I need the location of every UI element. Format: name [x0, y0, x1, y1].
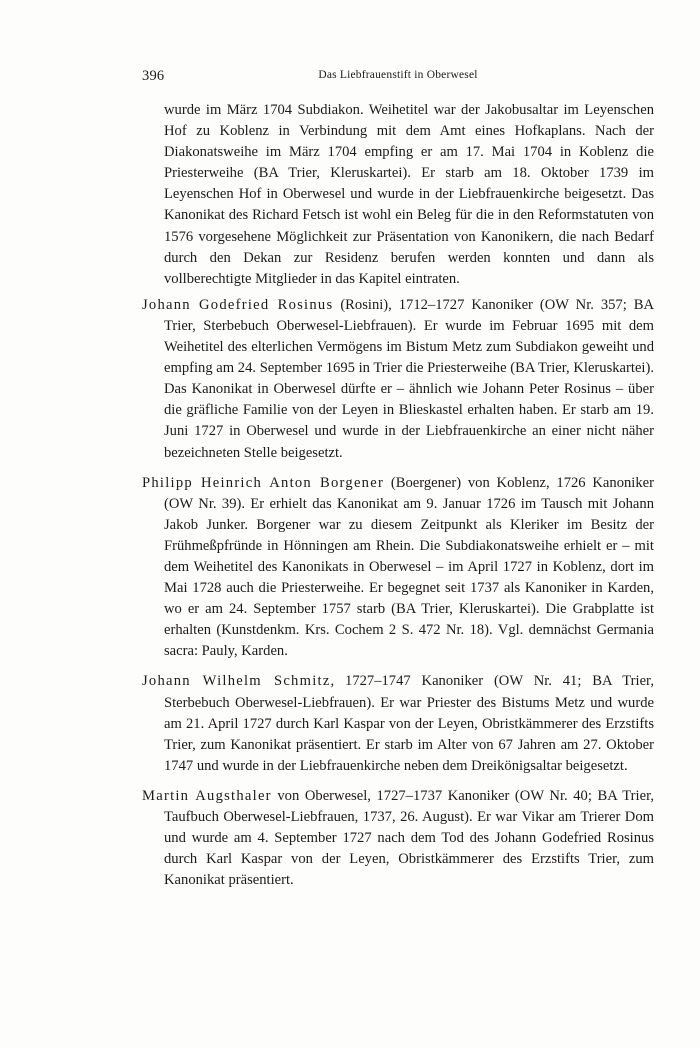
entry-name: Johann Godefried Rosinus	[142, 296, 334, 313]
entry-name: Philipp Heinrich Anton Borgener	[142, 474, 385, 491]
body-text	[142, 100, 654, 891]
entry-name: Johann Wilhelm Schmitz	[142, 673, 331, 690]
entry-text: (Rosini), 1712–1727 Kanoniker (OW Nr. 357; BA Trier, Sterbebuch Oberwesel-Liebfrauen). Er wurde im Februar 1695 mit dem Weihetitel des elterlichen Vermögens im Bistum Metz zum Subdiakon geweiht und empfing am 24. September 1695 in Trier die Priesterweihe (BA Trier, Kleruskartei). Das Kanonikat in Oberwesel dürfte er – ähnlich wie Johann Peter Rosinus – über die gräfliche Familie von der Leyen in Blieskastel erhalten haben. Er starb am 19. Juni 1727 in Oberwesel und wurde in der Liebfrauenkirche an einer nicht näher bezeichneten Stelle beigesetzt.	[164, 296, 654, 461]
continuation-paragraph: wurde im März 1704 Subdiakon. Weihetitel war der Jakobusaltar im Leyenschen Hof zu Koblenz in Verbindung mit dem Amt eines Hofkaplans. Nach der Diakonatsweihe im März 1704 empfing er am 17. Mai 1704 in Koblenz die Priesterweihe (BA Trier, Kleruskartei). Er starb am 18. Oktober 1739 im Leyenschen Hof in Oberwesel und wurde in der Liebfrauenkirche beigesetzt. Das Kanonikat des Richard Fetsch ist wohl ein Beleg für die in den Reformstatuten von 1576 vorgesehene Möglichkeit zur Präsentation von Kanonikern, die nach Bedarf durch den Dekan zur Residenz berufen werden konnten und dann als vollberechtigte Mitglieder in das Kapitel eintraten.	[164, 102, 654, 287]
entry-text: von Oberwesel, 1727–1737 Kanoniker (OW Nr. 40; BA Trier, Taufbuch Oberwesel-Liebfrauen, 1737, 26. August). Er war Vikar am Trierer Dom und wurde am 4. September 1727 nach dem Tod des Johann Godefried Rosinus durch Karl Kaspar von der Leyen, Obristkämmerer des Erzstifts Trier, zum Kanonikat präsentiert.	[164, 787, 654, 889]
entry-augsthaler	[142, 786, 654, 891]
entry-borgener	[142, 473, 654, 663]
running-title: Das Liebfrauenstift in Oberwesel	[318, 69, 478, 81]
entry-text: , 1727–1747 Kanoniker (OW Nr. 41; BA Trier, Sterbebuch Oberwesel-Liebfrauen). Er war Priester des Bistums Metz und wurde am 21. April 1727 durch Karl Kaspar von der Leyen, Obristkämmerer des Erzstifts Trier, zum Kanonikat präsentiert. Er starb im Alter von 67 Jahren am 27. Oktober 1747 und wurde in der Liebfrauenkirche neben dem Dreikönigsaltar beigesetzt.	[164, 673, 654, 774]
entry-text: (Boergener) von Koblenz, 1726 Kanoniker (OW Nr. 39). Er erhielt das Kanonikat am 9. Januar 1726 im Tausch mit Johann Jakob Junker. Borgener war zu diesem Zeitpunkt als Kleriker im Besitz der Frühmeßpfründe in Hönningen am Rhein. Die Subdiakonatsweihe erhielt er – mit dem Weihetitel des Kanonikats in Oberwesel – im April 1727 in Koblenz, dort im Mai 1728 auch die Priesterweihe. Er begegnet seit 1737 als Kanoniker in Karden, wo er am 24. September 1757 starb (BA Trier, Kleruskartei). Die Grabplatte ist erhalten (Kunstdenkm. Krs. Cochem 2 S. 472 Nr. 18). Vgl. demnächst Germania sacra: Pauly, Karden.	[164, 474, 654, 660]
entry-schmitz	[142, 671, 654, 776]
entry-rosinus	[142, 295, 654, 464]
entry-name: Martin Augsthaler	[142, 787, 272, 804]
running-head	[142, 68, 654, 88]
page-number: 396	[142, 68, 165, 84]
